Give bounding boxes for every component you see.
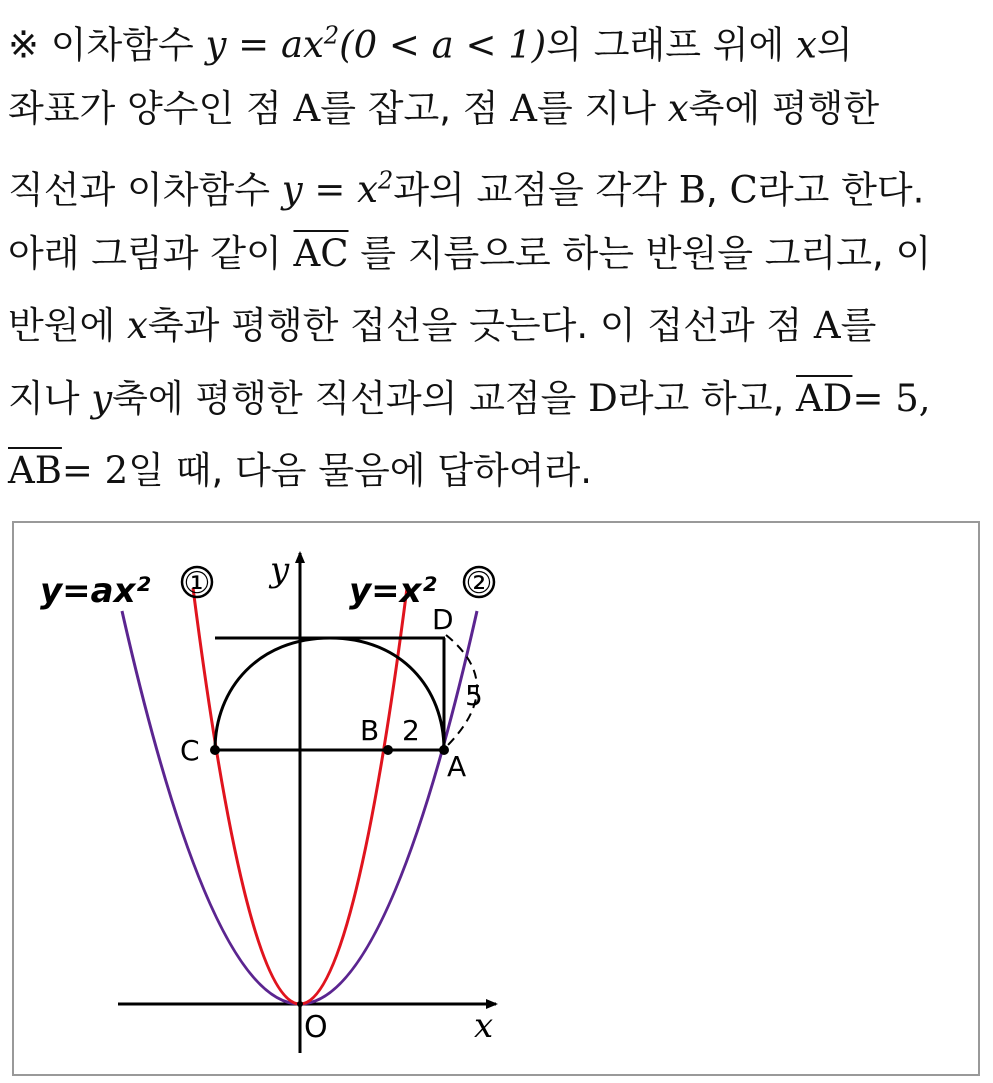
ad-length-label: 5 <box>465 679 483 712</box>
point-c-dot <box>210 745 220 755</box>
point-b-dot <box>383 745 393 755</box>
origin-label: O <box>304 1010 328 1045</box>
problem-line-6: 지나 y축에 평행한 직선과의 교점을 D라고 하고, $\overline{AD}= 5$, <box>8 376 931 420</box>
segment-ac: $\overline{AC}$ <box>293 231 349 275</box>
point-c-label: C <box>180 734 200 767</box>
equation-y-x2: $y = x^2$ <box>281 167 394 212</box>
problem-line-3: 직선과 이차함수 $y = x^2$과의 교점을 각각 B, C라고 한다. <box>8 167 925 212</box>
problem-line-4: 아래 그림과 같이 $\overline{AC}$ 를 지름으로 하는 반원을 그리고, 이 <box>8 231 932 275</box>
problem-line-2: 좌표가 양수인 점 A를 잡고, 점 A를 지나 x축에 평행한 <box>8 86 880 130</box>
reference-mark: ※ <box>8 23 40 67</box>
problem-line-1: ※ 이차함수 $y = ax^2(0 < a < 1)$의 그래프 위에 x의 <box>8 22 853 67</box>
curve2-label: y=x² <box>349 571 437 611</box>
curve1-label: y=ax² <box>40 571 151 611</box>
problem-line-7: $\overline{AB}= 2$일 때, 다음 물음에 답하여라. <box>8 449 592 492</box>
ab-length-label: 2 <box>402 714 420 747</box>
graph-svg <box>14 523 978 1074</box>
point-a-label: A <box>447 750 467 783</box>
segment-ad: $\overline{AD}$ <box>796 376 853 420</box>
equation-y-ax2: $y = ax^2$ <box>205 22 340 67</box>
point-d-label: D <box>432 603 454 636</box>
x-axis-label: x <box>474 1006 494 1046</box>
graph-figure <box>12 521 980 1076</box>
condition-a: (0 < a < 1) <box>339 23 547 67</box>
point-b-label: B <box>360 714 380 747</box>
y-axis-label: y <box>270 550 290 590</box>
curve1-number: ① <box>183 566 211 601</box>
problem-line-5: 반원에 x축과 평행한 접선을 긋는다. 이 접선과 점 A를 <box>8 304 877 347</box>
origin-dot <box>297 1001 303 1007</box>
curve2-number: ② <box>465 566 493 601</box>
segment-ab: $\overline{AB}$ <box>8 449 62 492</box>
problem-text <box>8 6 988 514</box>
